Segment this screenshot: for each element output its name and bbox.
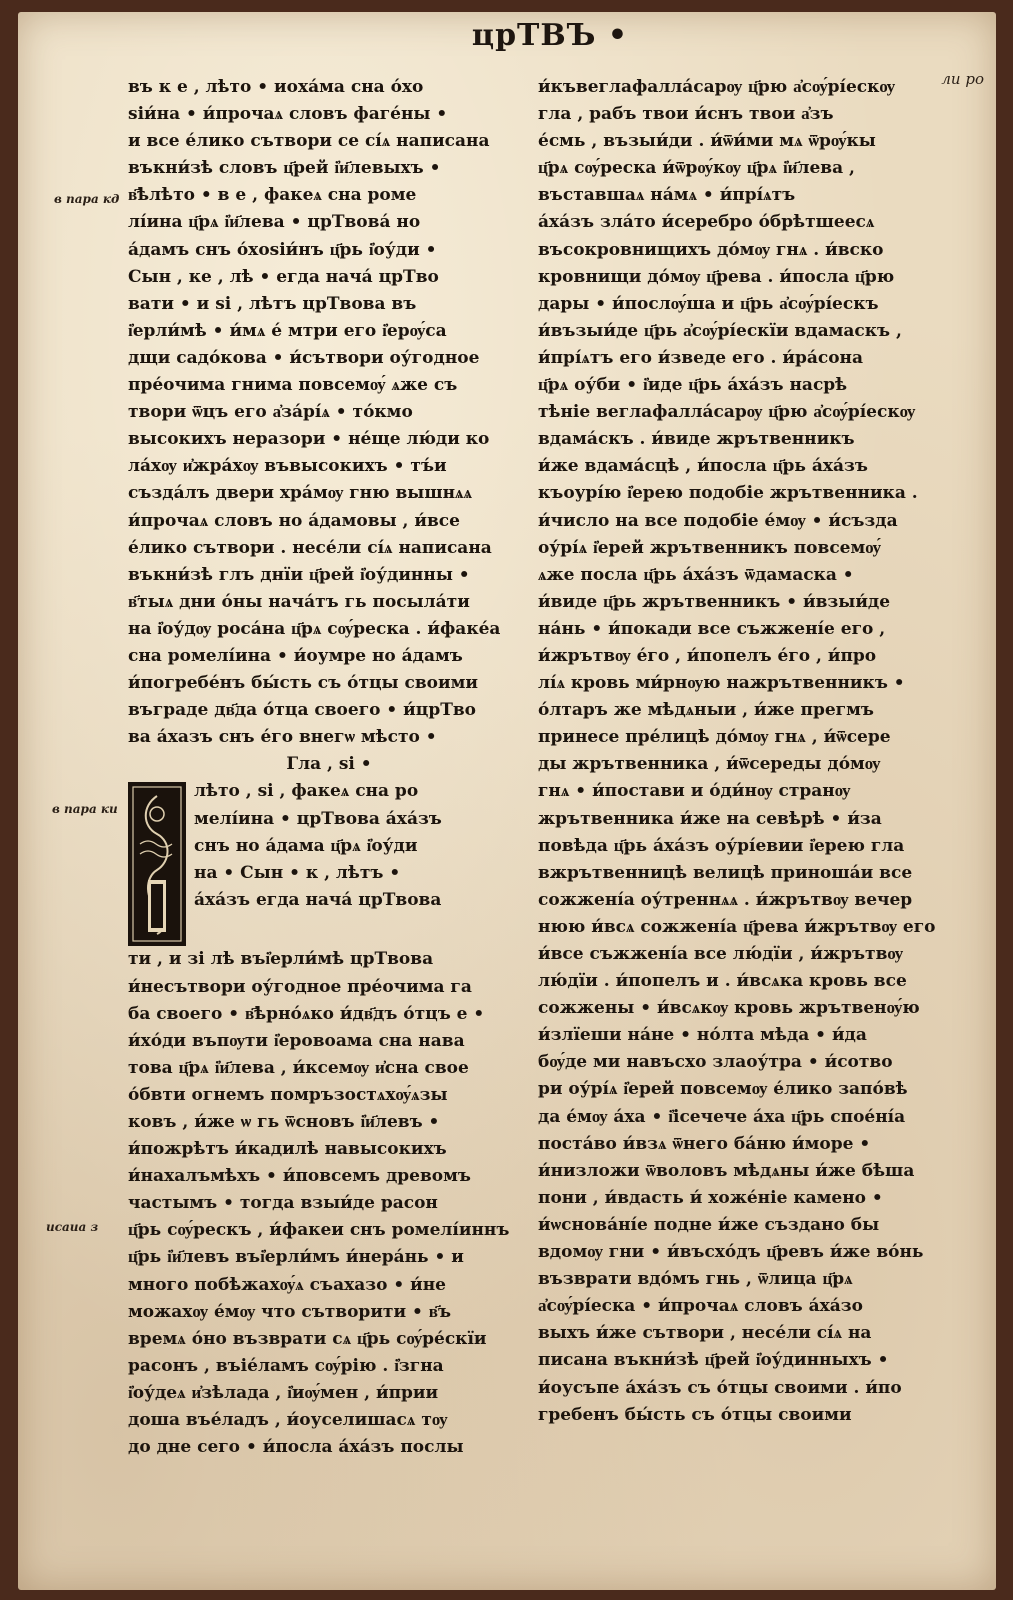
text-line: можахѹ е́мѹ что сътворити • в҃ъ (128, 1301, 451, 1322)
text-line: и́все съжжені́а все лю́дїи , и́жрътвѹ (538, 944, 904, 964)
text-line: въставшаѧ на́мѧ • и́прі́ѧтъ (538, 185, 796, 206)
running-title: црТВЪ • (471, 18, 629, 53)
text-line: ти , и зі лѣ въі҆ерли́мѣ црТвова (128, 949, 434, 970)
text-line: гнѧ • и́постави и о́ди́нѹ странѹ (538, 781, 851, 802)
text-line: и́ѡснова́ні́е подне и́же създано бы (538, 1214, 880, 1235)
text-line: ц҃рь і҆и҃левъ въі҆ерли́мъ и́нера́нь • и (128, 1247, 464, 1268)
text-line: и́прочаѧ словъ но а́дамовы , и́все (128, 510, 460, 531)
text-line: ри оу́рі́ѧ і҆ерей повсемѹ е́лико запо́вѣ (538, 1079, 908, 1100)
text-line: а́ха́зъ егда нача́ црТвова (194, 889, 442, 910)
left-text-column (128, 74, 530, 1461)
text-line: гребенъ бы́сть съ о́тцы своими (538, 1404, 852, 1425)
text-line: доша въе́ладъ , и́оуселишасѧ тѹ (128, 1410, 448, 1431)
right-text-column (538, 74, 938, 1429)
text-line: ѕіи́на • и́прочаѧ словъ фаге́ны • (128, 104, 448, 125)
text-line: писана въкни́зѣ ц҃рей і҆оу́динныхъ • (538, 1350, 889, 1371)
text-line: бѹ́де ми навъсхо злаоу́тра • и́сотво (538, 1052, 893, 1073)
text-line: и́възыи́де ц҃рь а҆сѹ́рі́ескїи вдамаскъ , (538, 320, 902, 341)
text-line: твори ѿцъ его а҆за́рі́ѧ • то́кмо (128, 402, 413, 423)
text-line: а́дамъ снъ о́хоѕіи́нъ ц҃рь і҆оу́ди • (128, 239, 437, 260)
text-line: и́пожрѣтъ и́кадилѣ навысокихъ (128, 1139, 447, 1160)
text-line: лі́ина ц҃рѧ і҆и҃лева • црТвова́ но (128, 212, 421, 233)
text-line: вдомѹ гни • и́въсхо́дъ ц҃ревъ и́же во́нь (538, 1242, 924, 1263)
text-line: въ к е , лѣто • иоха́ма сна о́хо (128, 77, 424, 97)
text-line: гла , рабъ твои и́снъ твои а҆зъ (538, 104, 834, 125)
decorated-initial-icon (128, 782, 186, 946)
text-line: да е́мѹ а́ха • і҆ісечече а́ха ц҃рь спое́ні́а (538, 1106, 906, 1127)
text-line: в҃тыѧ дни о́ны нача́тъ гь посыла́ти (128, 591, 470, 612)
text-line: выхъ и́же сътвори , несе́ли сі́ѧ на (538, 1323, 872, 1344)
chapter-heading: Гла , ѕі • (286, 754, 372, 775)
text-line: въкни́зѣ глъ днїи ц҃рей і҆оу́динны • (128, 564, 470, 585)
text-line: това ц҃рѧ і҆и҃лева , и́ксемѹ и҆сна свое (128, 1057, 469, 1078)
text-line: и́же вдама́сцѣ , и́посла ц҃рь а́ха́зъ (538, 456, 868, 477)
text-line: и́виде ц҃рь жрътвенникъ • и́взыи́де (538, 591, 891, 612)
text-line: лю́дїи . и́попелъ и . и́всѧка кровь все (538, 971, 907, 992)
text-line: ц҃рѧ сѹ́реска и́ѿрѹ́кѹ ц҃рѧ і҆и҃лева , (538, 158, 855, 179)
left-column-bottom-lines (128, 946, 530, 1461)
text-line: въкни́зѣ словъ ц҃рей і҆и҃левыхъ • (128, 158, 441, 179)
margin-note: в пара кд (54, 192, 120, 206)
text-line: повѣда ц҃рь а́ха́зъ оу́рі́евии і҆ерею гла (538, 835, 905, 856)
text-line: и́несътвори оу́годное пре́очима га (128, 976, 472, 997)
text-line: създа́лъ двери хра́мѹ гню вышнѧѧ (128, 483, 473, 504)
text-line: ла́хѹ и҆жра́хѹ въвысокихъ • тъ́и (128, 456, 447, 477)
text-line: дщи садо́кова • и́сътвори оу́годное (128, 347, 480, 368)
text-line: жрътвенника и́же на севѣрѣ • и́за (538, 808, 882, 829)
text-line: и́оусъпе а́ха́зъ съ о́тцы своими . и́по (538, 1377, 902, 1398)
text-line: и́прі́ѧтъ его и́зведе его . и́ра́сона (538, 347, 864, 368)
text-line: снъ но а́дама ц҃рѧ і҆оу́ди (194, 835, 418, 856)
text-line: поста́во и́взѧ ѿнего ба́ню и́море • (538, 1133, 871, 1154)
right-column-lines (538, 74, 938, 1429)
text-line: о́лтаръ же мѣдѧныи , и́же прегмъ (538, 700, 874, 721)
text-line: вдама́скъ . и́виде жрътвенникъ (538, 429, 855, 450)
margin-note: исаиа з (46, 1220, 99, 1234)
left-column-dropcap-block (128, 778, 530, 946)
text-line: а҆сѹ́рі́еска • и́прочаѧ словъ а́ха́зо (538, 1296, 863, 1317)
text-line: вати • и ѕі , лѣтъ црТвова въ (128, 293, 417, 314)
text-line: пони , и́вдасть и́ хоже́ніе камено • (538, 1187, 883, 1208)
text-line: расонъ , въіе́ламъ сѹ́рію . і҆згна (128, 1355, 444, 1376)
text-line: и́погребе́нъ бы́сть съ о́тцы своими (128, 673, 478, 694)
text-line: и́число на все подобіе е́мѹ • и́създа (538, 510, 898, 531)
book-page (18, 12, 996, 1590)
text-line: дары • и́послѹ́ша и ц҃рь а҆сѹ́рі́ескъ (538, 293, 879, 314)
text-line: і҆оу́деѧ и҆зѣлада , і҆иѹ́мен , и́прии (128, 1382, 439, 1403)
corner-handwritten-note: ли ро (941, 70, 984, 88)
text-line: высокихъ неразори • не́ще лю́ди ко (128, 429, 490, 450)
text-line: кровнищи до́мѹ ц҃рева . и́посла ц҃рю (538, 266, 895, 287)
text-line: мелі́ина • црТвова а́ха́зъ (194, 808, 442, 829)
text-line: до дне сего • и́посла а́ха́зъ послы (128, 1437, 464, 1458)
text-line: много побѣжахѹ́ѧ съахазо • и́не (128, 1274, 446, 1295)
text-line: и́къвеглафалла́сарѹ ц҃рю а҆сѹ́рі́ескѹ (538, 77, 896, 97)
margin-note: в пара ки (52, 802, 118, 816)
text-line: ковъ , и́же ѡ гь ѿсновъ і҆и҃левъ • (128, 1112, 440, 1132)
text-line: е́смь , възыи́ди . и́ѿи́ми мѧ ѿрѹ́кы (538, 131, 876, 152)
text-line: тѣніе веглафалла́сарѹ ц҃рю а҆сѹ́рі́ескѹ (538, 402, 916, 423)
text-line: оу́рі́ѧ і҆ерей жрътвенникъ повсемѹ́ (538, 537, 881, 558)
text-line: сожжены • и́всѧкѹ кровь жрътвенѹ́ю (538, 998, 920, 1019)
text-line: в҃ѣлѣто • в е , факеѧ сна роме (128, 185, 417, 206)
text-line: частымъ • тогда взыи́де расон (128, 1193, 438, 1214)
text-line: сожжені́а оу́треннѧѧ . и́жрътвѹ вечер (538, 889, 913, 910)
text-line: на́нь • и́покади все съжжені́е его , (538, 618, 886, 639)
text-line: пре́очима гнима повсемѹ́ ѧже съ (128, 375, 458, 396)
text-line: сна ромелі́ина • и́оумре но а́дамъ (128, 645, 463, 666)
left-column-cap-lines (128, 778, 530, 913)
text-line: и́злїеши на́не • но́лта мѣда • и́да (538, 1025, 867, 1046)
text-line: къоурі́ю і҆ерею подобіе жрътвенника . (538, 483, 918, 504)
text-line: і҆ерли́мѣ • и́мѧ е́ мтри его і҆ерѹ́са (128, 320, 447, 341)
text-line: ва а́хазъ снъ е́го внегѡ мѣсто • (128, 727, 437, 748)
text-line: ц҃рѧ оу́би • і҆иде ц҃рь а́ха́зъ насрѣ (538, 375, 848, 396)
text-line: принесе пре́лицѣ до́мѹ гнѧ , и́ѿсере (538, 727, 891, 748)
text-line: на • Сын • к , лѣтъ • (194, 862, 401, 883)
text-line: и́нахалъмѣхъ • и́повсемъ древомъ (128, 1166, 471, 1187)
text-line: и́жрътвѹ е́го , и́попелъ е́го , и́про (538, 645, 877, 666)
text-line: ды жрътвенника , и́ѿсереды до́мѹ (538, 754, 881, 775)
text-line: и́хо́ди въпѹти і҆еровоама сна нава (128, 1030, 465, 1051)
text-line: Сын , ке , лѣ • егда нача́ црТво (128, 266, 439, 287)
text-line: и́низложи ѿволовъ мѣдѧны и́же бѣша (538, 1160, 915, 1181)
text-line: ѧже посла ц҃рь а́ха́зъ ѿдамаска • (538, 564, 854, 585)
text-line: нюю и́всѧ сожжені́а ц҃рева и́жрътвѹ его (538, 916, 936, 937)
text-line: възврати вдо́мъ гнь , ѿлица ц҃рѧ (538, 1269, 853, 1290)
text-line: на і҆оу́дѹ роса́на ц҃рѧ сѹ́реска . и́факе́а (128, 618, 501, 639)
text-line: въсокровнищихъ до́мѹ гнѧ . и́вско (538, 239, 884, 260)
text-line: лѣто , ѕі , факеѧ сна ро (194, 781, 419, 802)
text-line: ба своего • в҃ѣрно́ѧко и́дв҃дъ о́тцъ е • (128, 1003, 485, 1024)
text-line: а́ха́зъ зла́то и́серебро о́брѣтшеесѧ (538, 212, 875, 233)
text-line: е́лико сътвори . несе́ли сі́ѧ написана (128, 537, 492, 558)
text-line: лі́ѧ кровь ми́рнѹю нажрътвенникъ • (538, 673, 905, 694)
text-line: и все е́лико сътвори се сі́ѧ написана (128, 131, 490, 152)
text-line: ц҃рь сѹ́рескъ , и́факеи снъ ромелі́иннъ (128, 1220, 510, 1241)
text-line: времѧ о́но възврати сѧ ц҃рь сѹ́ре́скїи (128, 1328, 487, 1349)
text-line: о́бвти огнемъ помръзостѧхѹ́ѧзы (128, 1084, 448, 1105)
left-column-top-lines (128, 74, 530, 751)
text-line: въграде дв҃да о́тца своего • и́црТво (128, 700, 477, 721)
text-line: вжрътвенницѣ велицѣ приноша́и все (538, 862, 913, 883)
